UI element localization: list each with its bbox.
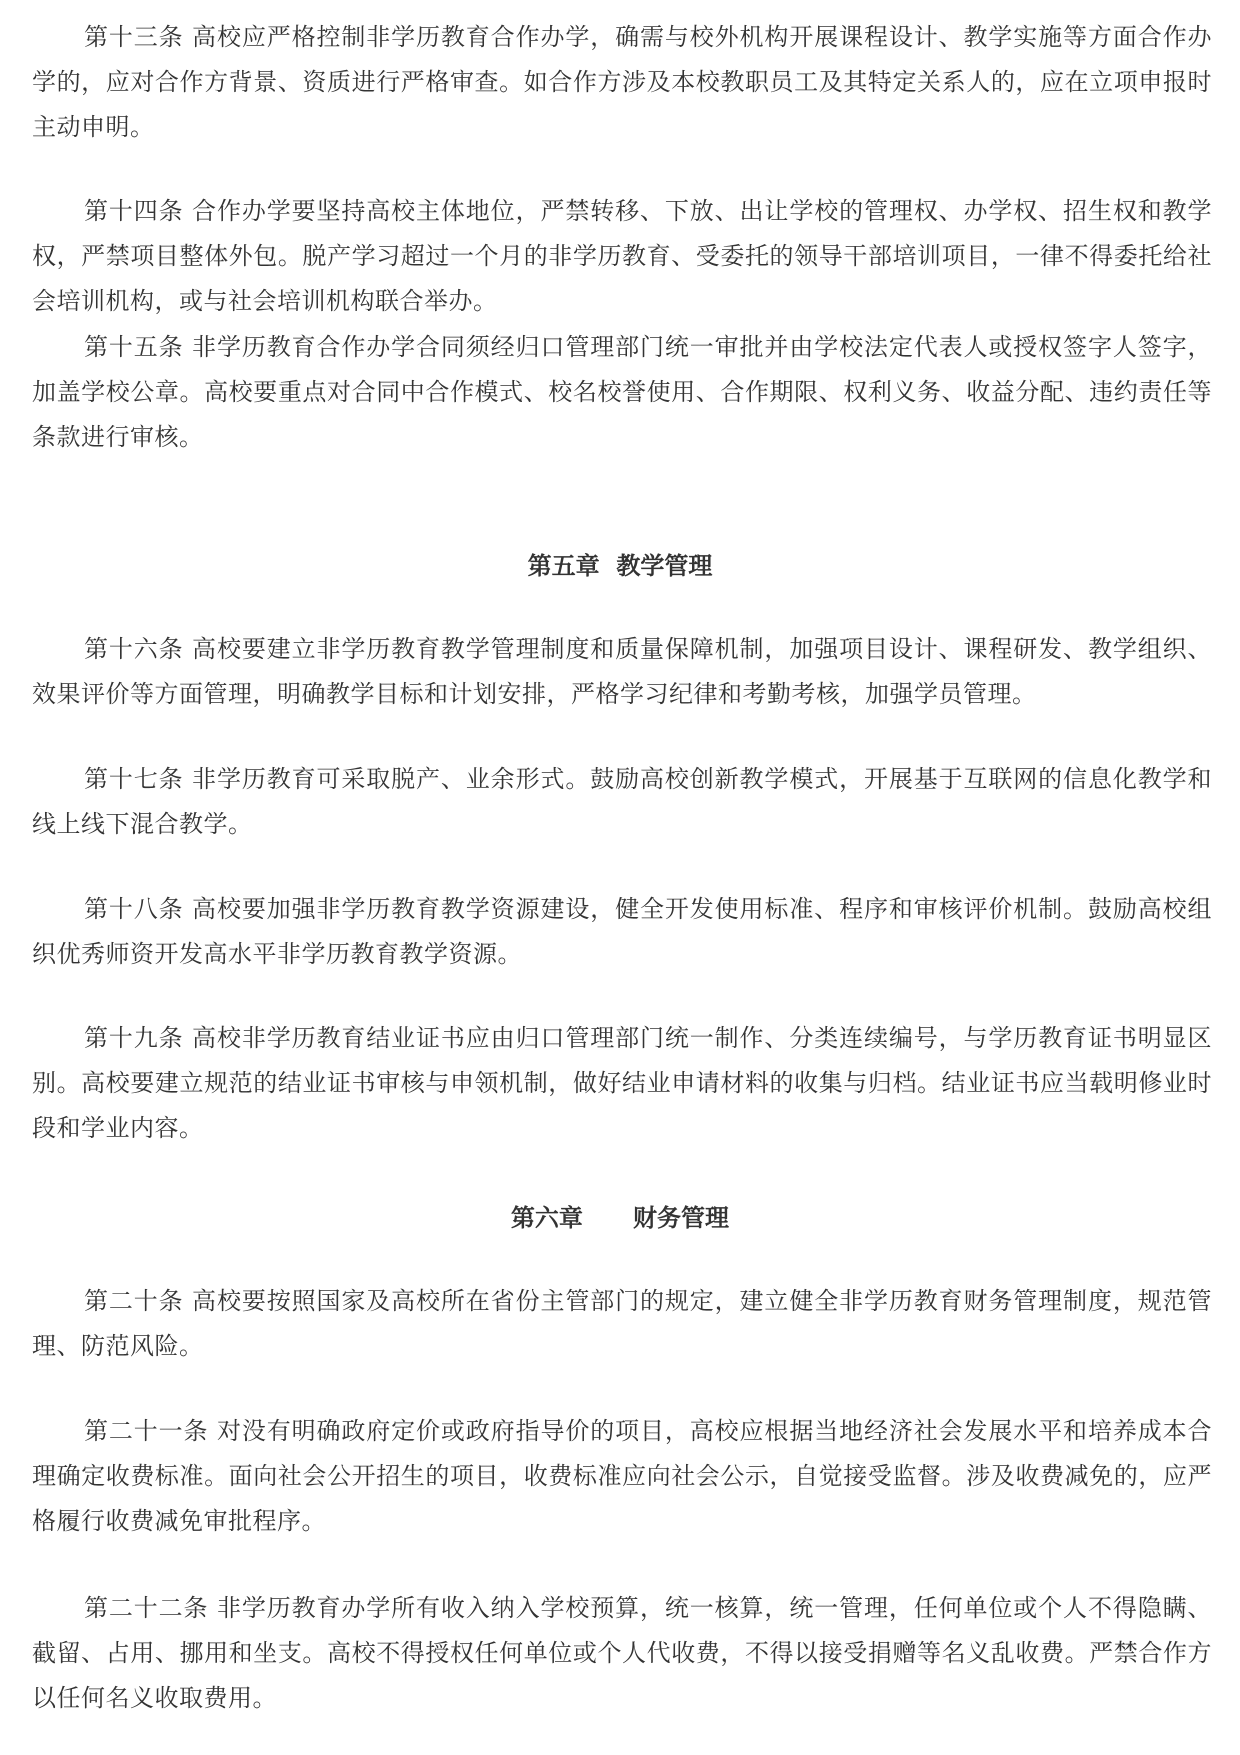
chapter-5-heading: 第五章 教学管理: [527, 551, 713, 580]
article-16: 第十六条 高校要建立非学历教育教学管理制度和质量保障机制，加强项目设计、课程研发、教学组织、效果评价等方面管理，明确教学目标和计划安排，严格学习纪律和考勤考核，加强学员管理。: [32, 635, 1212, 708]
chapter-6-heading: 第六章 财务管理: [510, 1203, 730, 1232]
article-19: 第十九条 高校非学历教育结业证书应由归口管理部门统一制作、分类连续编号，与学历教育证书明显区别。高校要建立规范的结业证书审核与申领机制，做好结业申请材料的收集与归档。结业证书应当载明修业时段和学业内容。: [32, 1024, 1212, 1142]
article-20: 第二十条 高校要按照国家及高校所在省份主管部门的规定，建立健全非学历教育财务管理制度，规范管理、防范风险。: [32, 1287, 1212, 1360]
article-13: 第十三条 高校应严格控制非学历教育合作办学，确需与校外机构开展课程设计、教学实施等方面合作办学的，应对合作方背景、资质进行严格审查。如合作方涉及本校教职员工及其特定关系人的，应在立项申报时主动申明。: [32, 23, 1212, 141]
article-21: 第二十一条 对没有明确政府定价或政府指导价的项目，高校应根据当地经济社会发展水平和培养成本合理确定收费标准。面向社会公开招生的项目，收费标准应向社会公示，自觉接受监督。涉及收费减免的，应严格履行收费减免审批程序。: [32, 1417, 1212, 1535]
article-22: 第二十二条 非学历教育办学所有收入纳入学校预算，统一核算，统一管理，任何单位或个人不得隐瞒、截留、占用、挪用和坐支。高校不得授权任何单位或个人代收费，不得以接受捐赠等名义乱收费。严禁合作方以任何名义收取费用。: [32, 1594, 1212, 1712]
article-17: 第十七条 非学历教育可采取脱产、业余形式。鼓励高校创新教学模式，开展基于互联网的信息化教学和线上线下混合教学。: [32, 765, 1212, 838]
article-14: 第十四条 合作办学要坚持高校主体地位，严禁转移、下放、出让学校的管理权、办学权、招生权和教学权，严禁项目整体外包。脱产学习超过一个月的非学历教育、受委托的领导干部培训项目，一律不得委托给社会培训机构，或与社会培训机构联合举办。: [32, 197, 1212, 315]
article-18: 第十八条 高校要加强非学历教育教学资源建设，健全开发使用标准、程序和审核评价机制。鼓励高校组织优秀师资开发高水平非学历教育教学资源。: [32, 895, 1212, 968]
article-15: 第十五条 非学历教育合作办学合同须经归口管理部门统一审批并由学校法定代表人或授权签字人签字，加盖学校公章。高校要重点对合同中合作模式、校名校誉使用、合作期限、权利义务、收益分配、违约责任等条款进行审核。: [32, 333, 1212, 451]
